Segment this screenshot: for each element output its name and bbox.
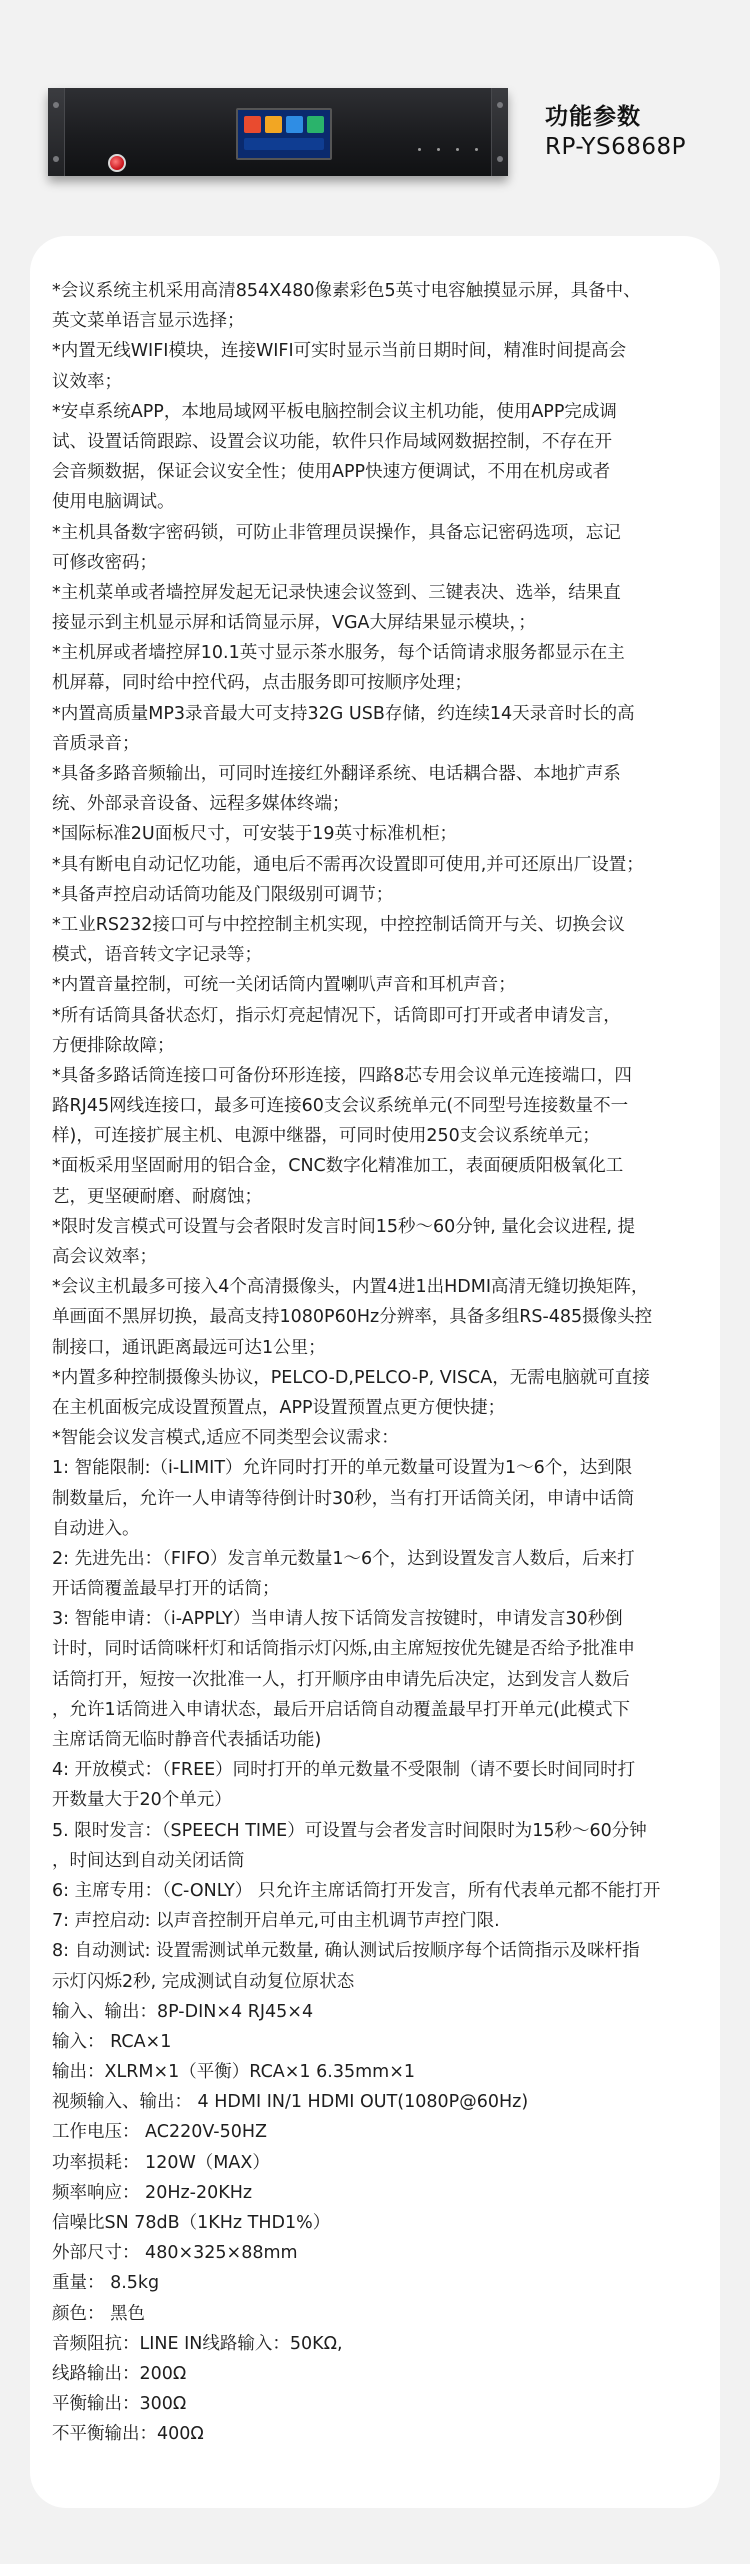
spec-line: 音质录音； — [52, 733, 140, 754]
spec-line: 重量： 8.5kg — [52, 2273, 160, 2294]
spec-line: 制数量后，允许一人申请等待倒计时30秒，当有打开话筒关闭，申请中话筒 — [52, 1488, 635, 1509]
spec-line: 功率损耗： 120W（MAX） — [52, 2152, 270, 2173]
spec-line: 统、外部录音设备、远程多媒体终端； — [52, 794, 350, 815]
spec-line: 信噪比SN 78dB（1KHz THD1%） — [52, 2213, 331, 2233]
indicator-lights-icon — [418, 148, 478, 151]
spec-line: 试、设置话筒跟踪、设置会议功能，软件只作局域网数据控制，不存在开 — [52, 431, 612, 452]
spec-line: *限时发言模式可设置与会者限时发言时间15秒～60分钟, 量化会议进程, 提 — [52, 1216, 636, 1237]
spec-line: 不平衡输出：400Ω — [52, 2424, 204, 2445]
spec-line: 4: 开放模式：（FREE）同时打开的单元数量不受限制（请不要长时间同时打 — [52, 1760, 636, 1781]
spec-line: 音频阻抗：LINE IN线路输入：50KΩ, — [52, 2333, 343, 2354]
spec-line: 输入： RCA×1 — [52, 2031, 172, 2052]
spec-line: 5. 限时发言：（SPEECH TIME）可设置与会者发言时间限时为15秒～60分钟 — [52, 1820, 647, 1841]
spec-line: 英文菜单语言显示选择； — [52, 311, 245, 332]
spec-line: 议效率； — [52, 371, 122, 392]
page-title: 功能参数 — [545, 104, 641, 130]
spec-line: *会议主机最多可接入4个高清摄像头，内置4进1出HDMI高清无缝切换矩阵， — [52, 1277, 649, 1298]
spec-card — [30, 236, 720, 2508]
spec-line: 机屏幕，同时给中控代码，点击服务即可按顺序处理； — [52, 673, 472, 694]
spec-line: 计时，同时话筒咪杆灯和话筒指示灯闪烁,由主席短按优先键是否给予批准申 — [52, 1639, 636, 1660]
spec-line: 示灯闪烁2秒, 完成测试自动复位原状态 — [52, 1971, 355, 1992]
spec-line: ，时间达到自动关闭话筒 — [52, 1850, 245, 1871]
spec-line: 平衡输出：300Ω — [52, 2394, 187, 2415]
spec-line: *安卓系统APP，本地局域网平板电脑控制会议主机功能，使用APP完成调 — [52, 401, 617, 422]
spec-line: 自动进入。 — [52, 1518, 140, 1539]
spec-line: 艺，更坚硬耐磨、耐腐蚀； — [52, 1186, 262, 1207]
spec-line: *内置音量控制，可统一关闭话筒内置喇叭声音和耳机声音； — [52, 975, 516, 996]
rack-ear-left — [48, 88, 65, 176]
spec-line: 开数量大于20个单元） — [52, 1790, 232, 1811]
spec-line: 单画面不黑屏切换，最高支持1080P60Hz分辨率，具备多组RS-485摄像头控 — [52, 1307, 653, 1328]
spec-line: *内置无线WIFI模块，连接WIFI可实时显示当前日期时间，精准时间提高会 — [52, 341, 627, 362]
spec-line: 外部尺寸： 480×325×88mm — [52, 2243, 298, 2264]
spec-line: 输出：XLRM×1（平衡）RCA×1 6.35mm×1 — [52, 2062, 415, 2083]
product-header — [0, 0, 750, 200]
power-button-icon — [108, 154, 126, 172]
spec-line: *会议系统主机采用高清854X480像素彩色5英寸电容触摸显示屏，具备中、 — [52, 281, 641, 301]
model-number: RP-YS6868P — [545, 134, 686, 160]
spec-line: *具有断电自动记忆功能，通电后不需再次设置即可使用,并可还原出厂设置； — [52, 854, 644, 875]
spec-line: 方便排除故障； — [52, 1035, 175, 1056]
spec-line: 1: 智能限制:（i-LIMIT）允许同时打开的单元数量可设置为1～6个，达到限 — [52, 1458, 633, 1479]
spec-line: 模式，语音转文字记录等； — [52, 945, 262, 966]
touch-display-icon — [236, 108, 332, 160]
spec-line: 3: 智能申请：（i-APPLY）当申请人按下话筒发言按键时，申请发言30秒倒 — [52, 1609, 623, 1630]
spec-line: *具备多路话筒连接口可备份环形连接，四路8芯专用会议单元连接端口，四 — [52, 1065, 632, 1086]
spec-line: *具备多路音频输出，可同时连接红外翻译系统、电话耦合器、本地扩声系 — [52, 764, 621, 784]
spec-line: 2: 先进先出：（FIFO）发言单元数量1～6个，达到设置发言人数后，后来打 — [52, 1548, 635, 1569]
spec-line: ，允许1话筒进入申请状态，最后开启话筒自动覆盖最早打开单元(此模式下 — [52, 1699, 630, 1720]
spec-text — [52, 276, 708, 2450]
spec-line: 可修改密码； — [52, 552, 157, 573]
spec-line: 输入、输出：8P-DIN×4 RJ45×4 — [52, 2001, 314, 2022]
spec-line: 接显示到主机显示屏和话筒显示屏，VGA大屏结果显示模块，； — [52, 613, 536, 634]
spec-line: *具备声控启动话筒功能及门限级别可调节； — [52, 884, 394, 905]
spec-line: *工业RS232接口可与中控控制主机实现，中控控制话筒开与关、切换会议 — [52, 914, 625, 935]
spec-line: 6: 主席专用：（C-ONLY） 只允许主席话筒打开发言，所有代表单元都不能打开 — [52, 1880, 661, 1901]
spec-line: *主机屏或者墙控屏10.1英寸显示茶水服务，每个话筒请求服务都显示在主 — [52, 643, 625, 664]
spec-line: *智能会议发言模式,适应不同类型会议需求： — [52, 1428, 399, 1449]
spec-line: 会音频数据，保证会议安全性；使用APP快速方便调试，不用在机房或者 — [52, 462, 611, 483]
spec-line: *主机具备数字密码锁，可防止非管理员误操作，具备忘记密码选项，忘记 — [52, 522, 621, 543]
spec-line: 工作电压： AC220V-50HZ — [52, 2122, 268, 2143]
spec-line: 线路输出：200Ω — [52, 2363, 187, 2384]
rack-ear-right — [491, 88, 508, 176]
spec-line: 路RJ45网线连接口，最多可连接60支会议系统单元(不同型号连接数量不一 — [52, 1096, 629, 1117]
spec-line: 开话筒覆盖最早打开的话筒； — [52, 1579, 280, 1600]
spec-line: 话筒打开，短按一次批准一人，打开顺序由申请先后决定，达到发言人数后 — [52, 1669, 630, 1690]
spec-line: 7: 声控启动: 以声音控制开启单元,可由主机调节声控门限. — [52, 1911, 500, 1932]
spec-line: 频率响应： 20Hz-20KHz — [52, 2182, 253, 2203]
spec-line: 使用电脑调试。 — [52, 492, 175, 513]
spec-line: 在主机面板完成设置预置点，APP设置预置点更方便快捷； — [52, 1397, 506, 1418]
spec-line: 视频输入、输出： 4 HDMI IN/1 HDMI OUT(1080P@60Hz) — [52, 2092, 529, 2113]
spec-line: *所有话筒具备状态灯，指示灯亮起情况下，话筒即可打开或者申请发言， — [52, 1005, 621, 1026]
spec-line: *内置多种控制摄像头协议，PELCO-D,PELCO-P, VISCA，无需电脑就可直接 — [52, 1367, 650, 1388]
spec-line: 高会议效率； — [52, 1247, 157, 1267]
spec-line: 主席话筒无临时静音代表插话功能) — [52, 1730, 322, 1750]
spec-line: 制接口，通讯距离最远可达1公里； — [52, 1337, 326, 1358]
spec-line: *面板采用坚固耐用的铝合金，CNC数字化精准加工，表面硬质阳极氧化工 — [52, 1156, 624, 1177]
spec-line: 8: 自动测试: 设置需测试单元数量, 确认测试后按顺序每个话筒指示及咪杆指 — [52, 1941, 640, 1962]
conference-host-device-image — [48, 88, 508, 176]
spec-line: *内置高质量MP3录音最大可支持32G USB存储，约连续14天录音时长的高 — [52, 703, 635, 724]
spec-line: *国际标准2U面板尺寸，可安装于19英寸标准机柜； — [52, 824, 457, 845]
spec-line: 样)，可连接扩展主机、电源中继器，可同时使用250支会议系统单元； — [52, 1126, 600, 1147]
spec-line: 颜色： 黑色 — [52, 2303, 146, 2324]
spec-line: *主机菜单或者墙控屏发起无记录快速会议签到、三键表决、选举，结果直 — [52, 582, 621, 603]
